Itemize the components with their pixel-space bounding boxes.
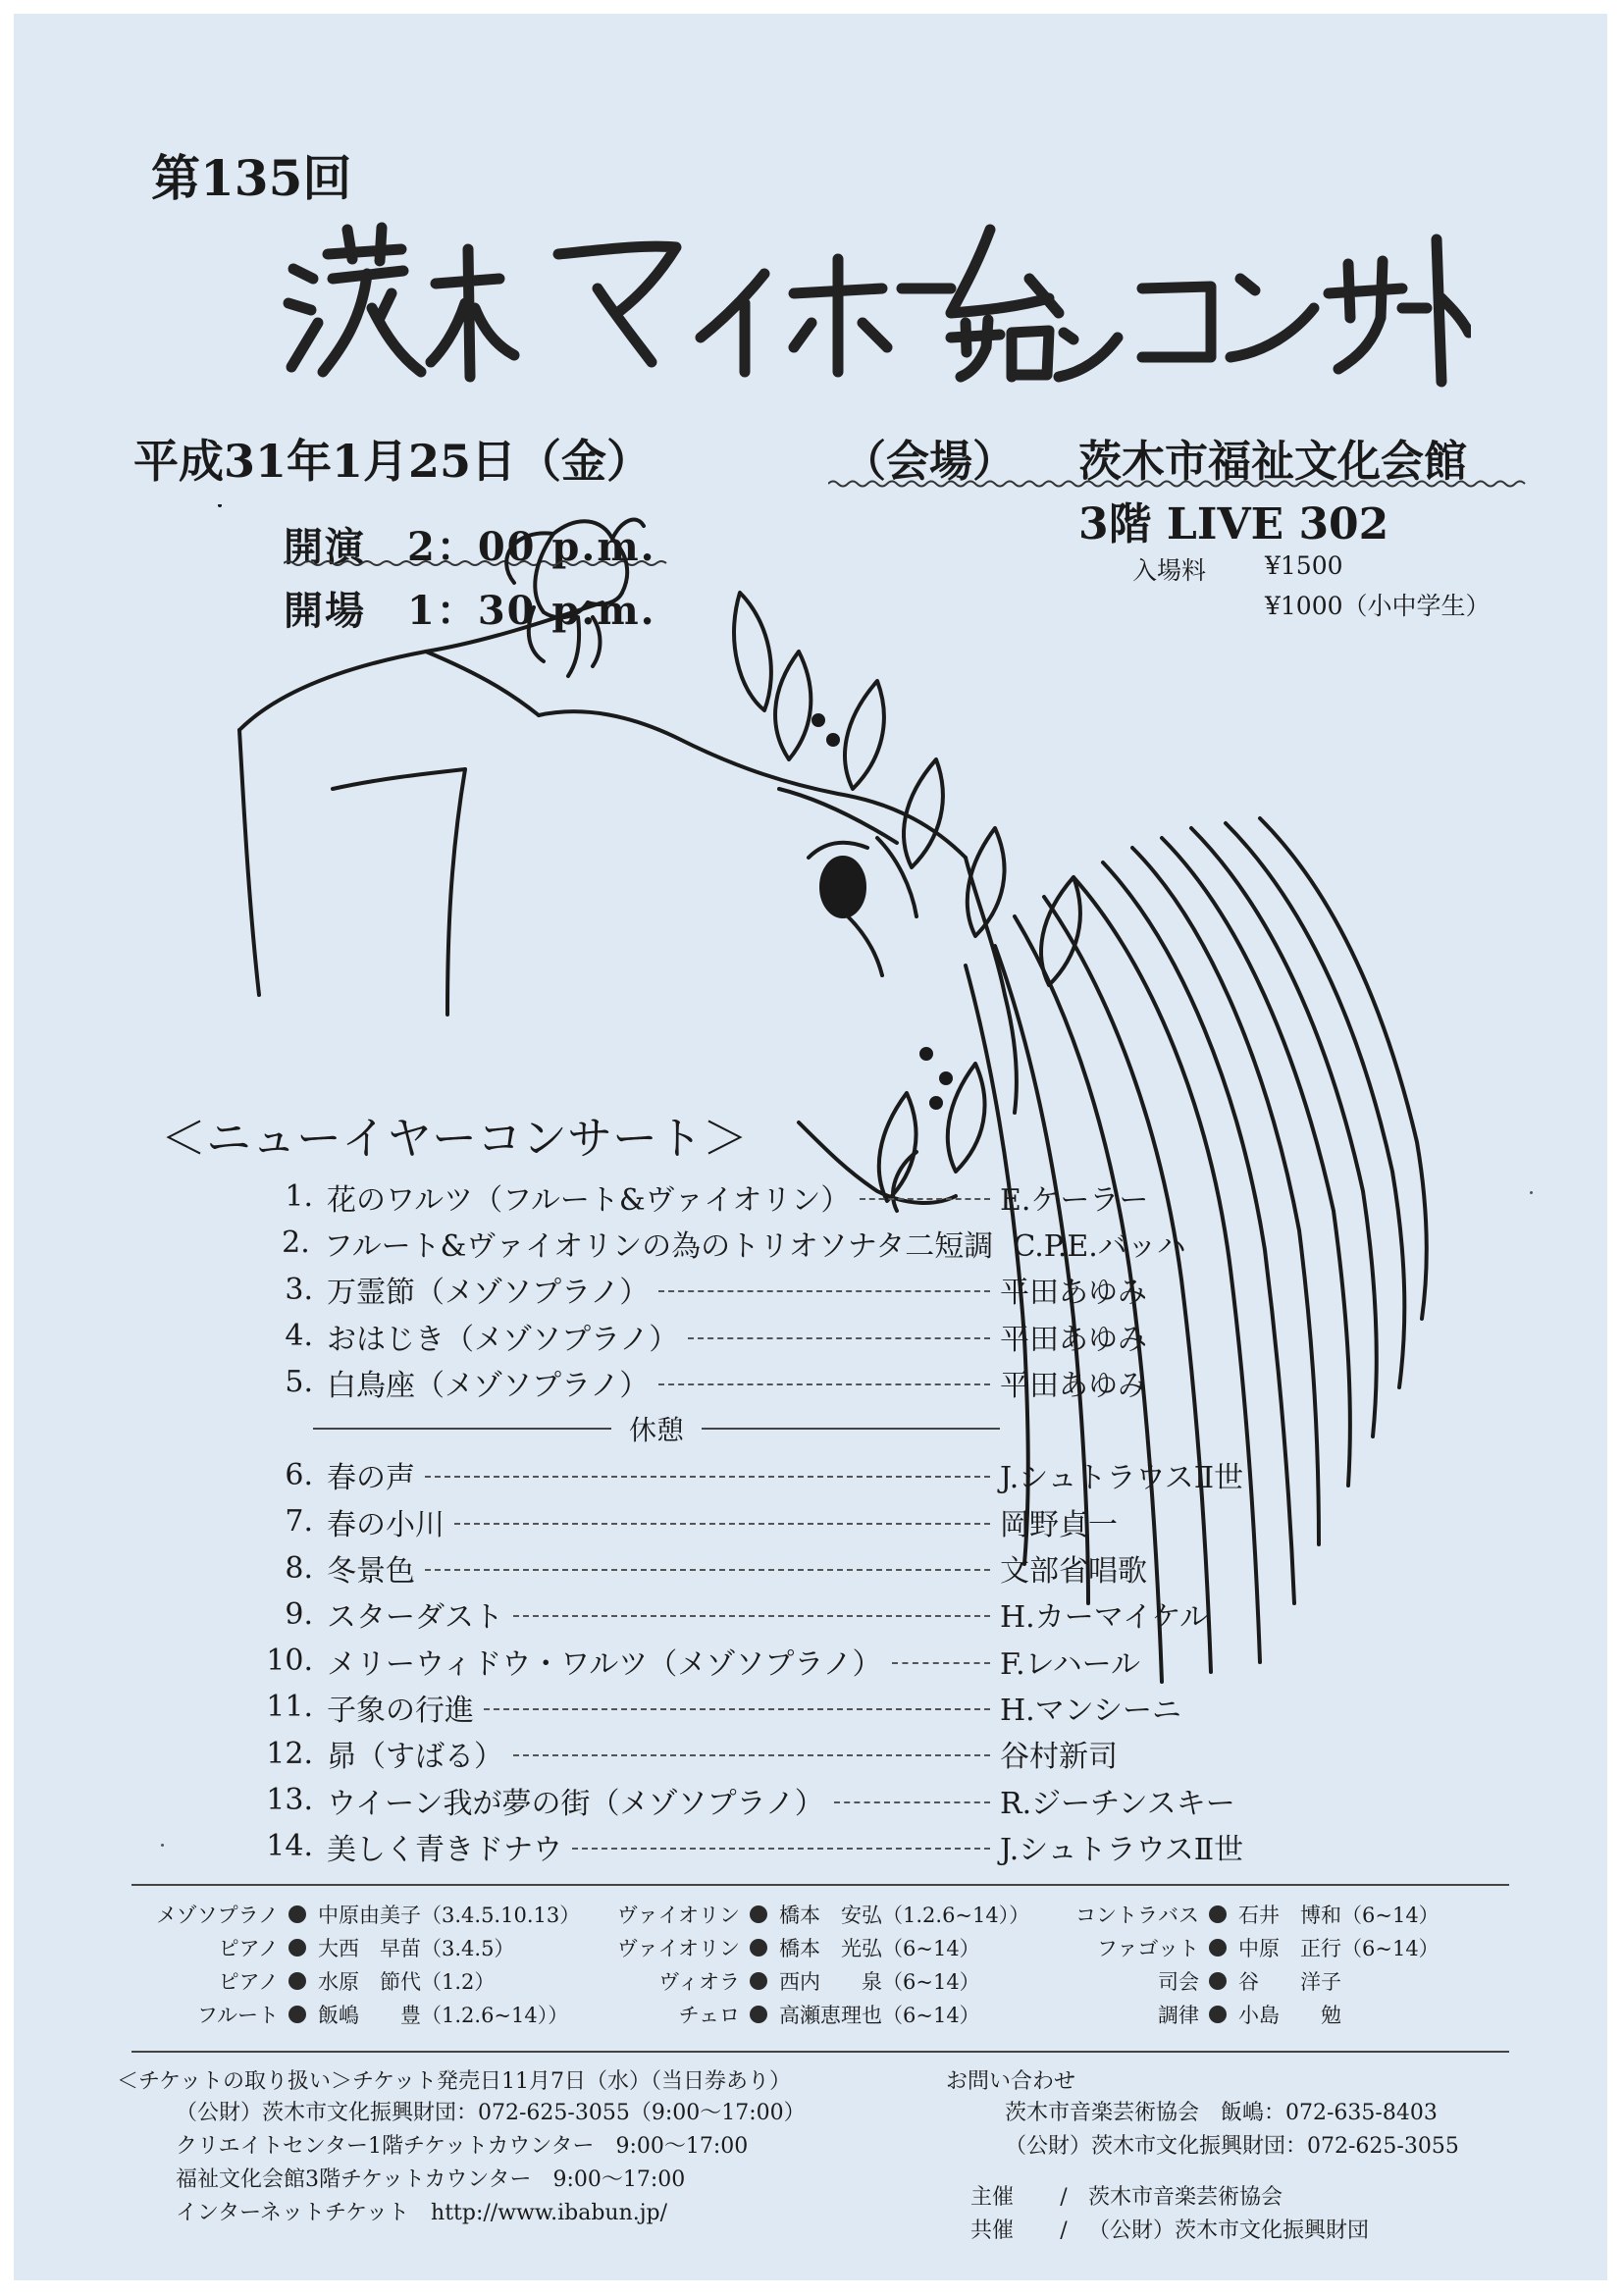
divider-line (313, 1428, 611, 1430)
program-item-title: メリーウィドウ・ワルツ（メゾソプラノ） (327, 1646, 882, 1682)
performer-name: 中原 正行（6~14） (1238, 1937, 1440, 1960)
admission-fee-child: ¥1000（小中学生） (1265, 592, 1491, 620)
divider-line (702, 1428, 1000, 1430)
section-divider (131, 1884, 1509, 1886)
handwritten-title-logo (274, 200, 1471, 396)
bullet-dot-icon (750, 2006, 767, 2023)
ticket-info-line: インターネットチケット http://www.ibabun.jp/ (176, 2201, 668, 2225)
admission-fee-adult: ¥1500 (1265, 551, 1343, 580)
performer-name: 谷 洋子 (1238, 1970, 1341, 1994)
leader-dashes (658, 1383, 990, 1385)
performer-name: 飯嶋 豊（1.2.6~14）） (318, 2004, 569, 2027)
bullet-dot-icon (288, 1939, 306, 1957)
program-item-number: 5. (285, 1365, 313, 1400)
program-item-composer: 平田あゆみ (1000, 1368, 1147, 1403)
program-item-title: 子象の行進 (327, 1693, 474, 1728)
credit-separator: / (1060, 2185, 1068, 2210)
program-item-title: 春の声 (327, 1461, 415, 1496)
performer-role: ピアノ (218, 1970, 279, 1994)
leader-dashes (834, 1801, 990, 1803)
program-item-composer: R.ジーチンスキー (1000, 1786, 1235, 1821)
leader-dashes (688, 1337, 990, 1339)
program-item (254, 1267, 1245, 1313)
leader-dashes (425, 1569, 990, 1571)
program-item (254, 1359, 1245, 1405)
performer-name: 大西 早苗（3.4.5） (318, 1937, 515, 1960)
venue-room: 3階 LIVE 302 (1078, 499, 1389, 549)
performers-column (131, 1898, 580, 2031)
performer-role: チェロ (678, 2004, 740, 2027)
performer-row (593, 1931, 1029, 1964)
leader-dashes (892, 1662, 991, 1664)
performer-role: 調律 (1158, 2004, 1199, 2027)
program-item-number: 1. (285, 1179, 313, 1215)
bullet-dot-icon (288, 2006, 306, 2023)
venue-label: （会場） (843, 437, 1016, 487)
performer-role: ファゴット (1096, 1937, 1199, 1960)
leader-dashes (513, 1754, 990, 1756)
performer-row (131, 1898, 580, 1931)
program-item-title: 冬景色 (327, 1554, 415, 1590)
program-item-title: スターダスト (327, 1600, 503, 1636)
performer-row (593, 1998, 1029, 2031)
doors-open-time: 開場 1：30 p.m. (284, 588, 656, 634)
intermission-label: 休憩 (629, 1414, 685, 1447)
program-item-title: 昴（すばる） (327, 1740, 503, 1775)
performers-column (593, 1898, 1029, 2031)
performer-name: 水原 節代（1.2） (318, 1970, 496, 1994)
intermission-divider (254, 1405, 1245, 1451)
ticket-info-list (176, 2096, 806, 2229)
program-item (254, 1638, 1245, 1684)
program-item-composer: H.マンシーニ (1000, 1693, 1181, 1728)
leader-dashes (454, 1523, 990, 1525)
performer-name: 西内 泉（6~14） (779, 1970, 980, 1994)
section-divider (131, 2051, 1509, 2053)
performer-role: フルート (196, 2004, 279, 2027)
program-item-title: 白鳥座（メゾソプラノ） (327, 1368, 650, 1403)
venue-name: 茨木市福祉文化会館 (1078, 437, 1467, 487)
program-item (254, 1174, 1245, 1220)
cosponsor-line (970, 2214, 1369, 2247)
program-item (254, 1592, 1245, 1638)
program-item (254, 1452, 1245, 1498)
program-item-composer: E.ケーラー (1000, 1182, 1149, 1218)
program-item-number: 2. (282, 1226, 310, 1261)
program-item-number: 3. (285, 1272, 313, 1307)
performer-role: ヴィオラ (658, 1970, 740, 1994)
performer-role: ヴァイオリン (616, 1937, 740, 1960)
edition-number: 第135回 (151, 149, 352, 207)
program-item (254, 1544, 1245, 1591)
program-item-title: ウイーン我が夢の街（メゾソプラノ） (327, 1786, 824, 1821)
program-item (254, 1777, 1245, 1823)
credits (970, 2180, 1369, 2247)
performer-role: 司会 (1158, 1970, 1199, 1994)
program-item-title: フルート&ヴァイオリンの為のトリオソナタ二短調 (323, 1228, 994, 1264)
program-heading: ＜ニューイヤーコンサート＞ (161, 1112, 748, 1165)
cosponsor-role: 共催 (970, 2218, 1015, 2243)
program-item (254, 1220, 1245, 1266)
performer-row (131, 1998, 580, 2031)
program-item-title: 美しく青きドナウ (327, 1832, 562, 1867)
contact-heading: お問い合わせ (946, 2069, 1076, 2094)
performer-row (1064, 1998, 1440, 2031)
performer-row (1064, 1898, 1440, 1931)
performer-row (131, 1931, 580, 1964)
program-item-composer: J.シュトラウスⅡ世 (1000, 1461, 1244, 1496)
performer-role: コントラバス (1075, 1904, 1199, 1927)
organizer-line (970, 2180, 1369, 2214)
program-item-number: 9. (285, 1596, 313, 1632)
performer-role: ピアノ (218, 1937, 279, 1960)
ticket-info-line: クリエイトセンター1階チケットカウンター 9:00～17:00 (176, 2134, 749, 2159)
ticket-info-heading: ＜チケットの取り扱い＞チケット発売日11月7日（水）（当日券あり） (117, 2069, 792, 2094)
program-item-number: 6. (285, 1457, 313, 1492)
program-item (254, 1823, 1245, 1869)
program-item-number: 7. (285, 1504, 313, 1539)
performers-column (1064, 1898, 1440, 2031)
program-item-composer: 平田あゆみ (1000, 1276, 1147, 1311)
credit-separator: / (1060, 2218, 1068, 2243)
leader-dashes (484, 1708, 990, 1710)
program-item-title: 万霊節（メゾソプラノ） (327, 1276, 650, 1311)
bullet-dot-icon (1209, 1939, 1227, 1957)
program-item (254, 1498, 1245, 1544)
program-item-composer: C.P.E.バッハ (1013, 1228, 1186, 1264)
leader-dashes (860, 1198, 990, 1200)
performer-name: 橋本 安弘（1.2.6~14）） (779, 1904, 1030, 1927)
leader-dashes (425, 1476, 990, 1478)
program-item-title: 花のワルツ（フルート&ヴァイオリン） (327, 1182, 851, 1218)
scan-speck (1530, 1191, 1533, 1194)
performer-name: 橋本 光弘（6~14） (779, 1937, 980, 1960)
program-item-composer: H.カーマイケル (1000, 1600, 1209, 1636)
program-item (254, 1684, 1245, 1730)
performer-role: ヴァイオリン (616, 1904, 740, 1927)
performer-name: 高瀬恵理也（6~14） (779, 2004, 980, 2027)
performer-name: 石井 博和（6~14） (1238, 1904, 1440, 1927)
program-item-number: 4. (285, 1319, 313, 1354)
ticket-info-line: 福祉文化会館3階チケットカウンター 9:00～17:00 (176, 2167, 686, 2192)
program-item-composer: 文部省唱歌 (1000, 1554, 1147, 1590)
program-item-title: 春の小川 (327, 1507, 445, 1542)
performer-row (131, 1964, 580, 1998)
program-item-composer: 平田あゆみ (1000, 1322, 1147, 1357)
performer-name: 中原由美子（3.4.5.10.13） (318, 1904, 581, 1927)
contact-list (1005, 2096, 1459, 2163)
program-item (254, 1313, 1245, 1359)
bullet-dot-icon (750, 1972, 767, 1990)
program-item-composer: J.シュトラウスⅡ世 (1000, 1832, 1244, 1867)
leader-dashes (572, 1848, 990, 1850)
contact-line: 茨木市音楽芸術協会 飯嶋：072-635-8403 (1005, 2101, 1438, 2125)
program-item-title: おはじき（メゾソプラノ） (327, 1322, 679, 1357)
program-item-number: 10. (266, 1644, 313, 1679)
program-item-composer: 岡野貞一 (1000, 1507, 1118, 1542)
event-date: 平成31年1月25日（金） (133, 435, 653, 488)
program-item-number: 8. (285, 1550, 313, 1586)
performer-row (593, 1898, 1029, 1931)
start-time: 開演 2：00 p.m. (284, 524, 656, 570)
bullet-dot-icon (288, 1905, 306, 1923)
organizer-name: 茨木市音楽芸術協会 (1088, 2185, 1283, 2210)
performer-row (1064, 1964, 1440, 1998)
bullet-dot-icon (750, 1905, 767, 1923)
program-item-number: 14. (266, 1829, 313, 1864)
bullet-dot-icon (1209, 1905, 1227, 1923)
program-item-composer: F.レハール (1000, 1646, 1140, 1682)
program-item-number: 11. (266, 1690, 313, 1725)
contact-line: （公財）茨木市文化振興財団：072-625-3055 (1005, 2134, 1459, 2159)
program-item-number: 12. (266, 1736, 313, 1771)
bullet-dot-icon (1209, 2006, 1227, 2023)
cosponsor-name: （公財）茨木市文化振興財団 (1088, 2218, 1370, 2243)
program-item-number: 13. (266, 1783, 313, 1817)
organizer-role: 主催 (970, 2185, 1015, 2210)
performer-row (593, 1964, 1029, 1998)
performer-row (1064, 1931, 1440, 1964)
program-item (254, 1731, 1245, 1777)
program-list (254, 1174, 1245, 1869)
program-item-composer: 谷村新司 (1000, 1740, 1118, 1775)
venue-wavy-underline (828, 479, 1530, 489)
leader-dashes (513, 1615, 990, 1617)
admission-fee-label: 入場料 (1132, 556, 1207, 585)
performer-name: 小島 勉 (1238, 2004, 1341, 2027)
bullet-dot-icon (1209, 1972, 1227, 1990)
flyer-sheet (14, 14, 1607, 2280)
performer-role: メゾソプラノ (156, 1904, 279, 1927)
scan-speck (161, 1844, 164, 1847)
bullet-dot-icon (288, 1972, 306, 1990)
bullet-dot-icon (750, 1939, 767, 1957)
ticket-info-line: （公財）茨木市文化振興財団：072-625-3055（9:00～17:00） (176, 2101, 806, 2125)
leader-dashes (658, 1290, 990, 1292)
